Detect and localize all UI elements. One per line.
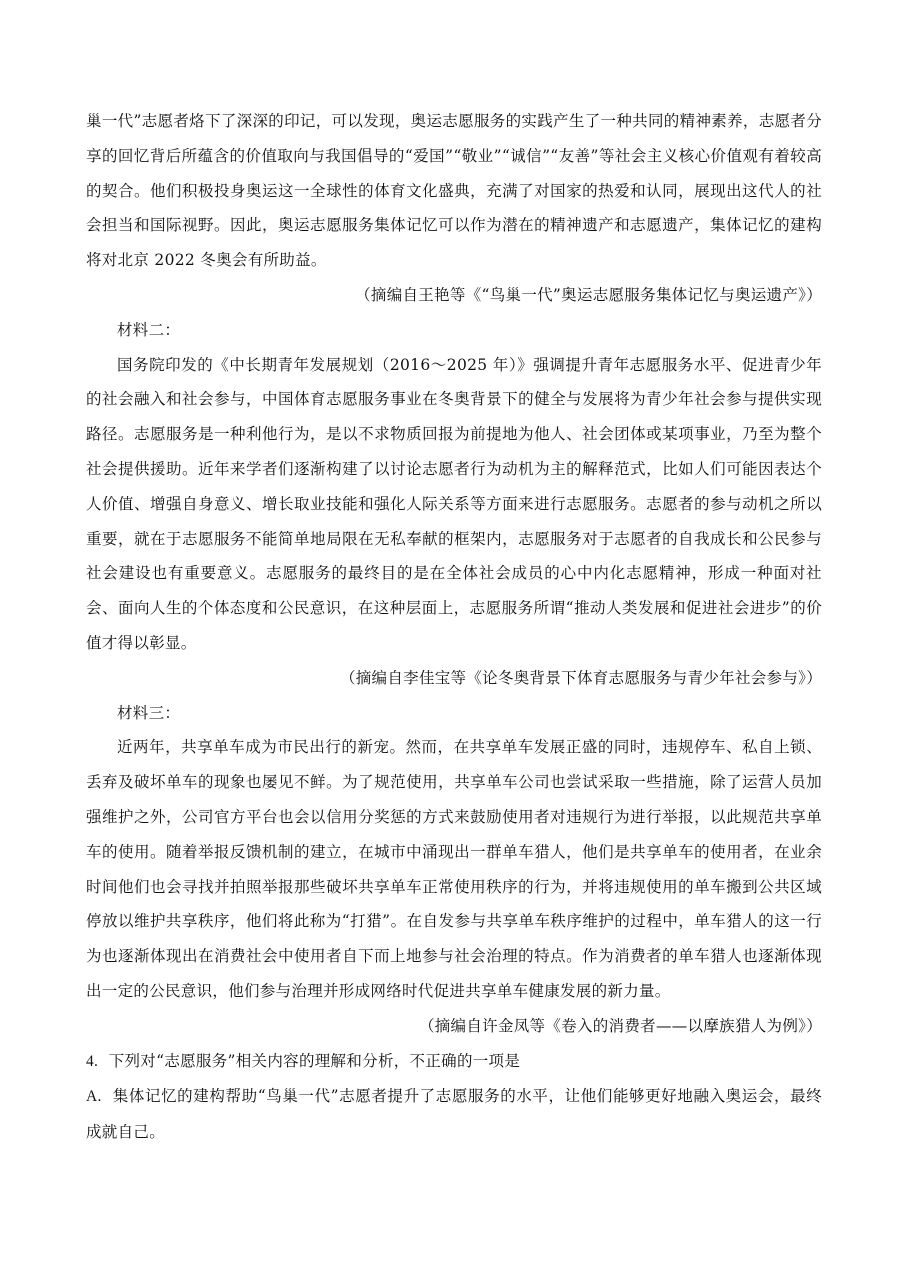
question-stem xyxy=(86,1044,822,1080)
material2-source: （摘编自李佳宝等《论冬奥背景下体育志愿服务与青少年社会参与》） xyxy=(339,668,822,687)
material2-label: 材料二： xyxy=(117,320,181,339)
material1-source: （摘编自王艳等《“鸟巢一代”奥运志愿服务集体记忆与奥运遗产》） xyxy=(355,285,822,304)
question-number: 4. xyxy=(86,1052,99,1070)
option-a-key: A. xyxy=(86,1088,102,1106)
material3-source: （摘编自许金凤等《卷入的消费者——以摩族猎人为例》） xyxy=(418,1016,822,1035)
option-a-text: 集体记忆的建构帮助“鸟巢一代”志愿者提升了志愿服务的水平，让他们能够更好地融入奥运会，最终成就自己。 xyxy=(86,1087,822,1142)
option-a xyxy=(86,1079,822,1150)
material3-label: 材料三： xyxy=(117,703,181,722)
document-page xyxy=(86,104,822,1150)
question-stem-text: 下列对“志愿服务”相关内容的理解和分析，不正确的一项是 xyxy=(108,1051,521,1070)
material1-paragraph: 巢一代”志愿者烙下了深深的印记，可以发现，奥运志愿服务的实践产生了一种共同的精神素养，志愿者分享的回忆背后所蕴含的价值取向与我国倡导的“爱国”“敬业”“诚信”“友善”等社会主义核心价值观有着较高的契合。他们积极投身奥运这一全球性的体育文化盛典，充满了对国家的热爱和认同，展现出这代人的社会担当和国际视野。因此，奥运志愿服务集体记忆可以作为潜在的精神遗产和志愿遗产，集体记忆的建构将对北京 2022 冬奥会有所助益。 xyxy=(86,112,822,270)
material2-paragraph: 国务院印发的《中长期青年发展规划（2016～2025 年）》强调提升青年志愿服务水平、促进青少年的社会融入和社会参与，中国体育志愿服务事业在冬奥背景下的健全与发展将为青少年社会参与提供实现路径。志愿服务是一种利他行为，是以不求物质回报为前提地为他人、社会团体或某项事业，乃至为整个社会提供援助。近年来学者们逐渐构建了以讨论志愿者行为动机为主的解释范式，比如人们可能因表达个人价值、增强自身意义、增长取业技能和强化人际关系等方面来进行志愿服务。志愿者的参与动机之所以重要，就在于志愿服务不能简单地局限在无私奉献的框架内，志愿服务对于志愿者的自我成长和公民参与社会建设也有重要意义。志愿服务的最终目的是在全体社会成员的心中内化志愿精神，形成一种面对社会、面向人生的个体态度和公民意识，在这种层面上，志愿服务所谓“推动人类发展和促进社会进步”的价值才得以彰显。 xyxy=(86,355,822,652)
material3-paragraph: 近两年，共享单车成为市民出行的新宠。然而，在共享单车发展正盛的同时，违规停车、私自上锁、丢弃及破坏单车的现象也屡见不鲜。为了规范使用，共享单车公司也尝试采取一些措施，除了运营人员加强维护之外，公司官方平台也会以信用分奖惩的方式来鼓励使用者对违规行为进行举报，以此规范共享单车的使用。随着举报反馈机制的建立，在城市中涌现出一群单车猎人，他们是共享单车的使用者，在业余时间他们也会寻找并拍照举报那些破坏共享单车正常使用秩序的行为，并将违规使用的单车搬到公共区域停放以维护共享秩序，他们将此称为“打猎”。在自发参与共享单车秩序维护的过程中，单车猎人的这一行为也逐渐体现出在消费社会中使用者自下而上地参与社会治理的特点。作为消费者的单车猎人也逐渐体现出一定的公民意识，他们参与治理并形成网络时代促进共享单车健康发展的新力量。 xyxy=(86,738,822,1000)
